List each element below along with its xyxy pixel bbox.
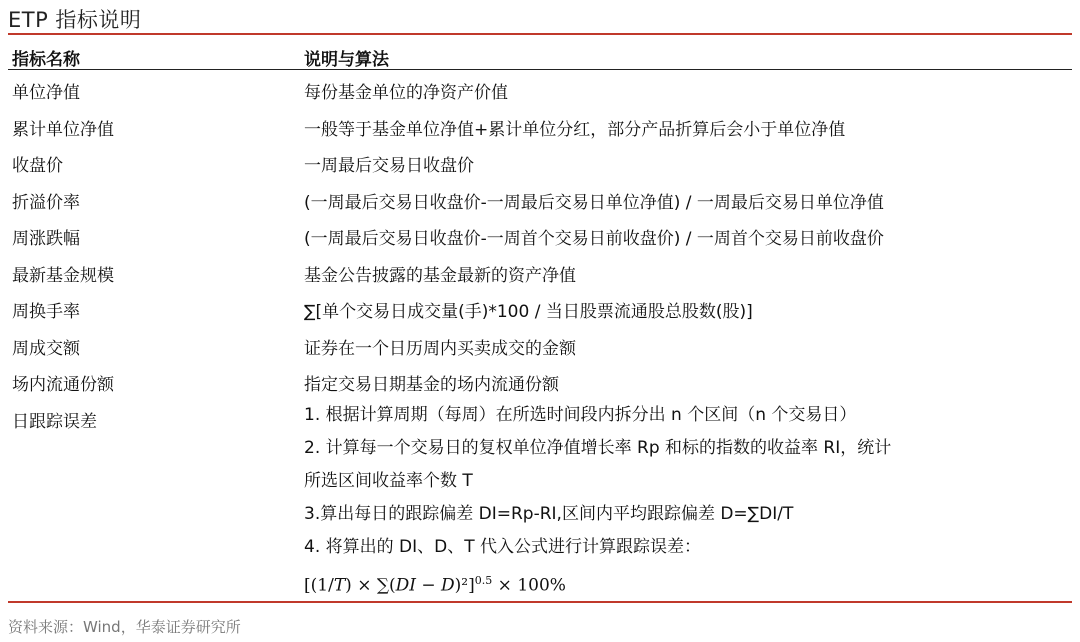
tracking-error-steps bbox=[304, 399, 891, 603]
header-col-name: 指标名称 bbox=[12, 50, 80, 70]
table-header bbox=[8, 36, 1072, 70]
table-row bbox=[8, 326, 1072, 363]
row-desc: 指定交易日期基金的场内流通份额 bbox=[304, 375, 559, 395]
table-row bbox=[8, 362, 1072, 399]
row-desc: 基金公告披露的基金最新的资产净值 bbox=[304, 265, 576, 286]
table-row-tracking-error bbox=[8, 399, 1072, 595]
row-desc: 每份基金单位的净资产价值 bbox=[304, 83, 508, 103]
table-row bbox=[8, 253, 1072, 290]
table-row bbox=[8, 216, 1072, 253]
table-row bbox=[8, 70, 1072, 107]
row-name: 周涨跌幅 bbox=[12, 229, 80, 249]
row-name: 日跟踪误差 bbox=[12, 411, 97, 432]
indicator-table bbox=[8, 36, 1072, 595]
row-desc: 证券在一个日历周内买卖成交的金额 bbox=[304, 338, 576, 359]
table-row bbox=[8, 143, 1072, 180]
row-name: 周成交额 bbox=[12, 338, 80, 359]
top-divider bbox=[8, 33, 1072, 35]
step-line: 所选区间收益率个数 T bbox=[304, 470, 473, 491]
bottom-divider bbox=[8, 601, 1072, 603]
row-desc: ∑[单个交易日成交量(手)*100 / 当日股票流通股总股数(股)] bbox=[304, 302, 753, 322]
page-title: ETP 指标说明 bbox=[8, 8, 142, 32]
row-name: 场内流通份额 bbox=[12, 375, 114, 395]
step-line: 2. 计算每一个交易日的复权单位净值增长率 Rp 和标的指数的收益率 RI，统计 bbox=[304, 437, 892, 458]
row-name: 最新基金规模 bbox=[12, 265, 114, 286]
row-desc: 一般等于基金单位净值+累计单位分红，部分产品折算后会小于单位净值 bbox=[304, 119, 846, 140]
source-note: 资料来源：Wind，华泰证券研究所 bbox=[8, 618, 241, 636]
table-row bbox=[8, 289, 1072, 326]
row-name: 收盘价 bbox=[12, 156, 63, 176]
row-desc: (一周最后交易日收盘价-一周最后交易日单位净值) / 一周最后交易日单位净值 bbox=[304, 192, 884, 213]
row-name: 周换手率 bbox=[12, 302, 80, 322]
table-row bbox=[8, 180, 1072, 217]
step-line: 3.算出每日的跟踪偏差 DI=Rp-RI,区间内平均跟踪偏差 D=∑DI/T bbox=[304, 503, 794, 524]
step-line: 4. 将算出的 DI、D、T 代入公式进行计算跟踪误差： bbox=[304, 536, 702, 557]
row-name: 累计单位净值 bbox=[12, 119, 114, 140]
row-name: 折溢价率 bbox=[12, 192, 80, 213]
row-desc: (一周最后交易日收盘价-一周首个交易日前收盘价) / 一周首个交易日前收盘价 bbox=[304, 229, 884, 249]
row-name: 单位净值 bbox=[12, 83, 80, 103]
table-row bbox=[8, 107, 1072, 144]
step-line: 1. 根据计算周期（每周）在所选时间段内拆分出 n 个区间（n 个交易日） bbox=[304, 404, 857, 425]
row-desc: 一周最后交易日收盘价 bbox=[304, 156, 474, 176]
header-col-desc: 说明与算法 bbox=[304, 50, 389, 70]
tracking-error-formula: $[(1/T) \times \sum(DI - D)^2]^{0.5} \times 100\%$ bbox=[304, 573, 566, 596]
